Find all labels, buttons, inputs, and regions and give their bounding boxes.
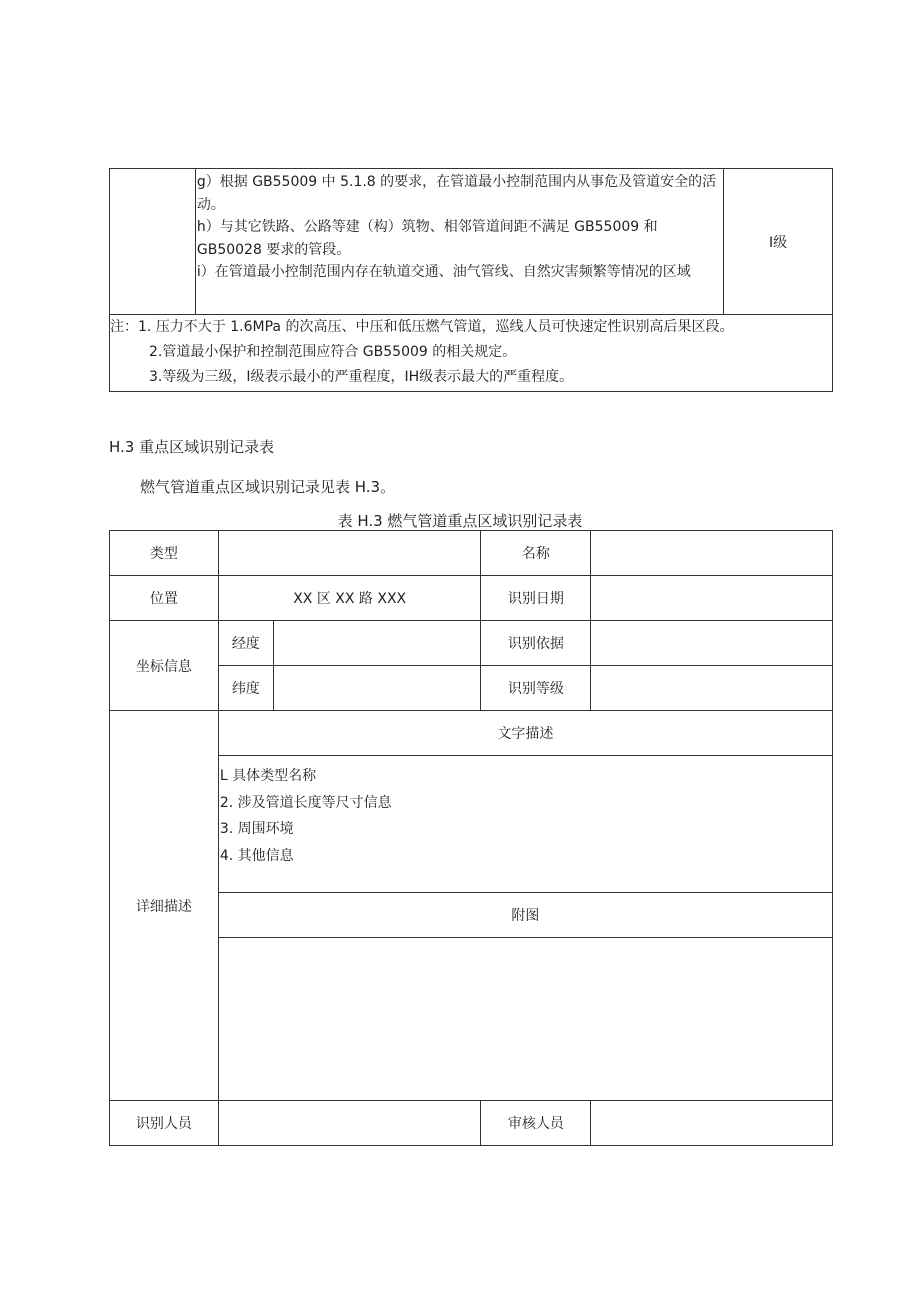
latitude-field[interactable] [273,666,481,711]
detail-label: 详细描述 [110,711,219,1101]
criteria-item-g: g）根据 GB55009 中 5.1.8 的要求，在管道最小控制范围内从事危及管道安全的活动。 [196,174,717,213]
text-desc-header: 文字描述 [218,711,832,756]
desc-item: 2. 涉及管道长度等尺寸信息 [219,794,392,811]
id-date-label: 识别日期 [481,576,591,621]
note-1: 注：1. 压力不大于 1.6MPa 的次高压、中压和低压燃气管道，巡线人员可快速定性识别高后果区段。 [110,319,734,335]
criteria-cell [195,169,723,315]
note-3: 3.等级为三级，I级表示最小的严重程度，IH级表示最大的严重程度。 [149,369,574,385]
type-field[interactable] [218,531,481,576]
criteria-item-h: h）与其它铁路、公路等建（构）筑物、相邻管道间距不满足 GB55009 和 GB50028 要求的管段。 [196,219,658,258]
grade-field[interactable] [591,666,833,711]
table-caption: 表 H.3 燃气管道重点区域识别记录表 [337,512,583,530]
reviewer-field[interactable] [591,1101,833,1146]
basis-field[interactable] [591,621,833,666]
basis-label: 识别依据 [481,621,591,666]
identifier-label: 识别人员 [110,1101,219,1146]
desc-item: 3. 周围环境 [219,821,294,837]
name-field[interactable] [591,531,833,576]
criteria-item-i: i）在管道最小控制范围内存在轨道交通、油气管线、自然灾害频繁等情况的区域 [196,264,691,280]
criteria-table [109,168,833,392]
desc-item: 4. 其他信息 [219,847,294,864]
grade-label: 识别等级 [481,666,591,711]
section-heading: H.3 重点区域识别记录表 [109,438,275,456]
type-label: 类型 [110,531,219,576]
longitude-label: 经度 [218,621,273,666]
coords-label: 坐标信息 [110,621,219,711]
identifier-field[interactable] [218,1101,481,1146]
reviewer-label: 审核人员 [481,1101,591,1146]
location-label: 位置 [110,576,219,621]
figure-header: 附图 [218,893,832,938]
criteria-level: I级 [724,169,833,315]
latitude-label: 纬度 [218,666,273,711]
id-date-field[interactable] [591,576,833,621]
criteria-notes [110,315,833,392]
location-field[interactable]: XX 区 XX 路 XXX [218,576,481,621]
section-intro: 燃气管道重点区域识别记录见表 H.3。 [140,478,396,496]
name-label: 名称 [481,531,591,576]
record-table [109,530,833,1146]
figure-field[interactable] [218,938,832,1101]
criteria-category-cell [110,169,196,315]
longitude-field[interactable] [273,621,481,666]
note-2: 2.管道最小保护和控制范围应符合 GB55009 的相关规定。 [149,344,517,360]
desc-item: L 具体类型名称 [219,768,317,784]
text-desc-field[interactable] [218,756,832,893]
